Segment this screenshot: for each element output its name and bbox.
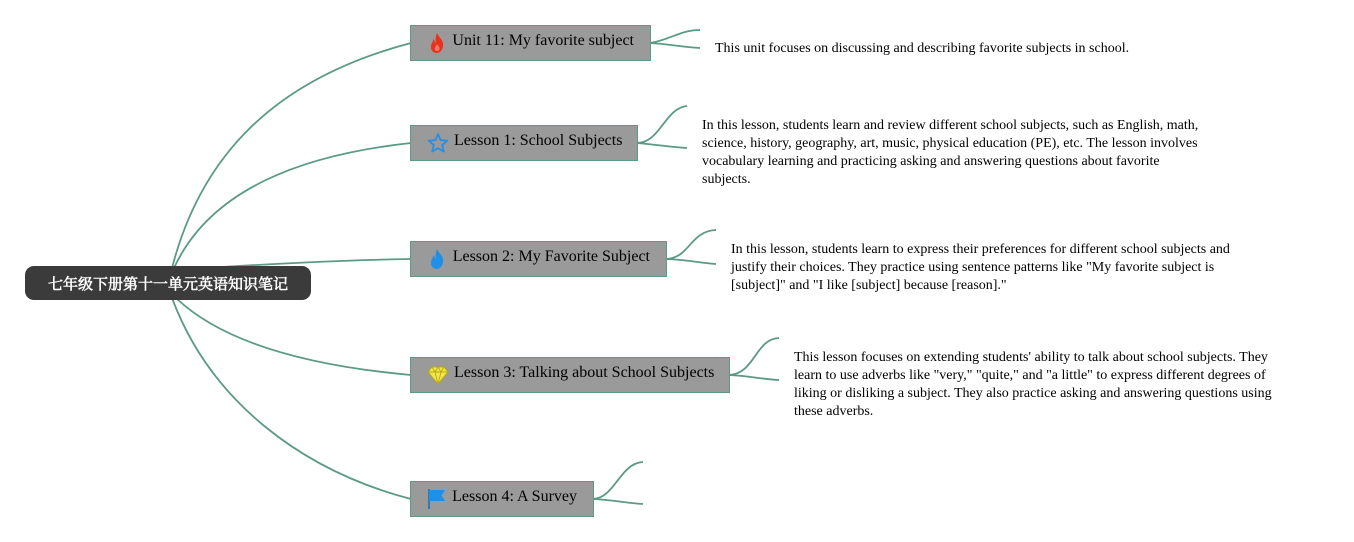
topic-label: Lesson 4: A Survey (452, 488, 577, 505)
connector-root-topic-4 (176, 298, 411, 375)
connector-root-topic-5 (172, 298, 411, 499)
connector-topic-4-note (729, 338, 779, 380)
topic-lesson-4[interactable] (410, 481, 594, 517)
connector-topic-2-note (637, 106, 687, 148)
topic-label: Lesson 1: School Subjects (454, 132, 623, 149)
topic-note: This lesson focuses on extending students' ability to talk about school subjects. They learn to use adverbs like "very," "quite," and "a little" to express different degrees of liking or disliking a subject. They also practice asking and answering questions using these adverbs. (794, 350, 1272, 419)
topic-unit-11[interactable] (410, 25, 651, 61)
flag-icon (427, 488, 447, 510)
topic-lesson-2[interactable] (410, 241, 667, 277)
connector-topic-3-note (666, 230, 716, 264)
topic-label: Lesson 3: Talking about School Subjects (454, 364, 715, 381)
root-topic-label: 七年级下册第十一单元英语知识笔记 (47, 274, 288, 293)
topic-lesson-3[interactable] (410, 357, 730, 393)
connector-topic-1-note (650, 30, 700, 48)
connector-topic-5-note (593, 462, 643, 504)
topic-note: In this lesson, students learn to express their preferences for different school subjects and justify their choices. They practice using sentence patterns like "My favorite subject is [subject]" and "I like [subject] because [reason]." (731, 242, 1230, 293)
connector-root-topic-2 (174, 143, 411, 268)
topic-note: This unit focuses on discussing and describing favorite subjects in school. (715, 41, 1130, 56)
topic-label: Unit 11: My favorite subject (452, 32, 634, 49)
topic-lesson-1[interactable] (410, 125, 638, 161)
star-icon (427, 132, 449, 154)
connector-root-topic-1 (172, 43, 411, 268)
diamond-icon (427, 364, 449, 386)
topic-note: In this lesson, students learn and review different school subjects, such as English, math, science, history, geography, art, music, physical education (PE), etc. The lesson involves vocabulary learning and practicing asking and answering questions about favorite subjects. (702, 118, 1199, 187)
fire-icon (427, 32, 447, 54)
water-drop-icon (427, 248, 448, 270)
root-topic[interactable] (25, 266, 311, 300)
topic-label: Lesson 2: My Favorite Subject (452, 248, 650, 265)
